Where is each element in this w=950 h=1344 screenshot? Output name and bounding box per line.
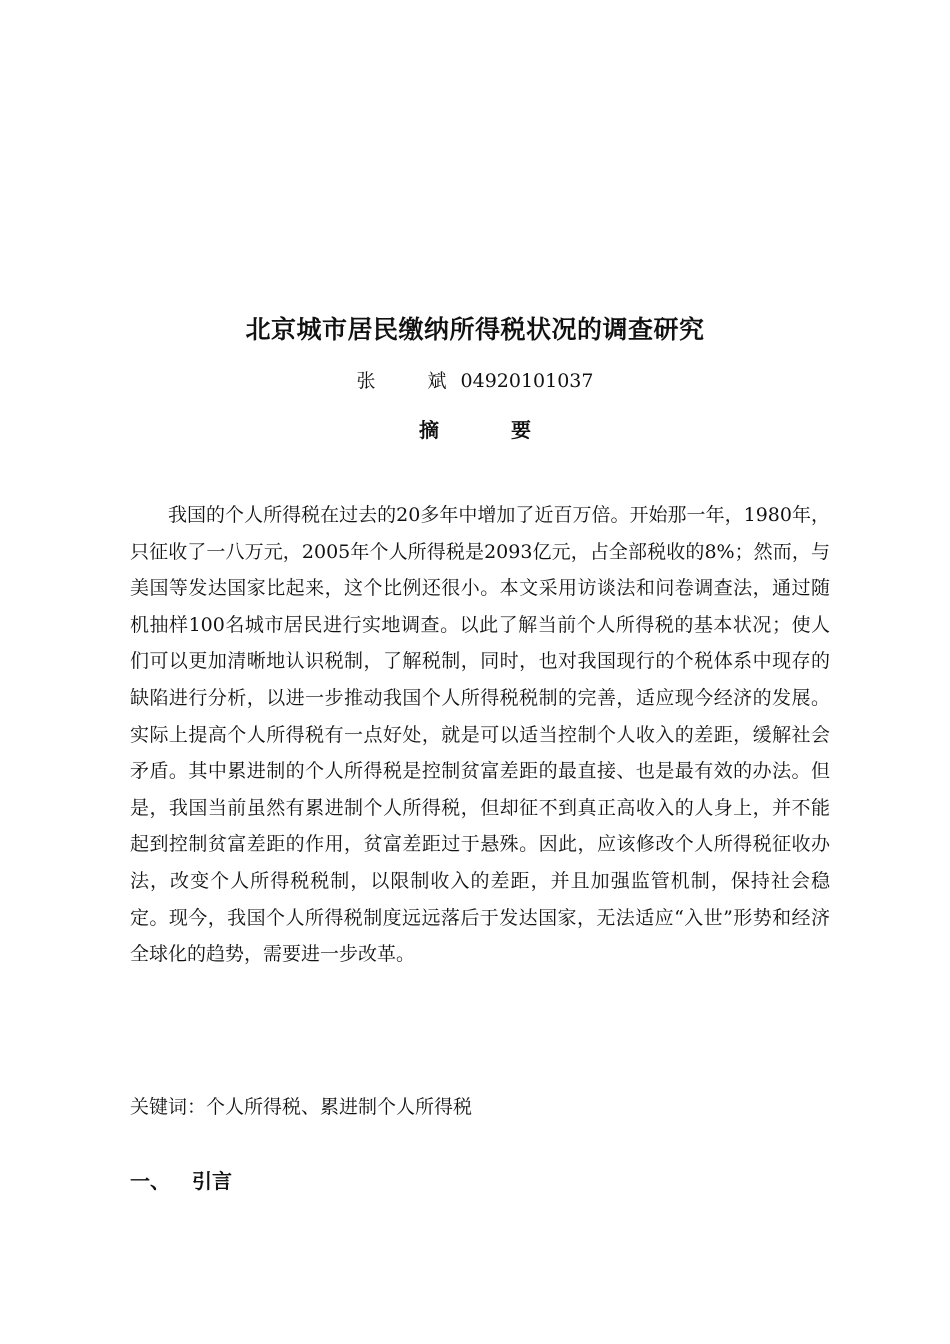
section-number: 一、 [130,1169,170,1193]
document-title: 北京城市居民缴纳所得税状况的调查研究 [245,315,705,344]
author-name-part2: 斌 [427,370,447,392]
abstract-heading-part1: 摘 [419,418,439,442]
abstract-heading-part2: 要 [511,418,531,442]
section-title: 引言 [192,1169,232,1193]
keywords-line: 关键词：个人所得税、累进制个人所得税 [130,1096,473,1118]
abstract-heading [0,414,950,443]
author-name-part1: 张 [356,370,376,392]
abstract-paragraph: 我国的个人所得税在过去的20多年中增加了近百万倍。开始那一年，1980年，只征收了一八万元，2005年个人所得税是2093亿元，占全部税收的8%；然而，与美国等发达国家比起来，这个比例还很小。本文采用访谈法和问卷调查法，通过随机抽样100名城市居民进行实地调查。以此了解当前个人所得税的基本状况；使人们可以更加清晰地认识税制，了解税制，同时，也对我国现行的个税体系中现存的缺陷进行分析，以进一步推动我国个人所得税税制的完善，适应现今经济的发展。实际上提高个人所得税有一点好处，就是可以适当控制个人收入的差距，缓解社会矛盾。其中累进制的个人所得税是控制贫富差距的最直接、也是最有效的办法。但是，我国当前虽然有累进制个人所得税，但却征不到真正高收入的人身上，并不能起到控制贫富差距的作用，贫富差距过于悬殊。因此，应该修改个人所得税征收办法，改变个人所得税税制，以限制收入的差距，并且加强监管机制，保持社会稳定。现今，我国个人所得税制度远远落后于发达国家，无法适应“入世”形势和经济全球化的趋势，需要进一步改革。 [130,504,830,966]
author-line [0,366,950,393]
student-id: 04920101037 [460,370,594,392]
section-heading-introduction [130,1165,232,1194]
